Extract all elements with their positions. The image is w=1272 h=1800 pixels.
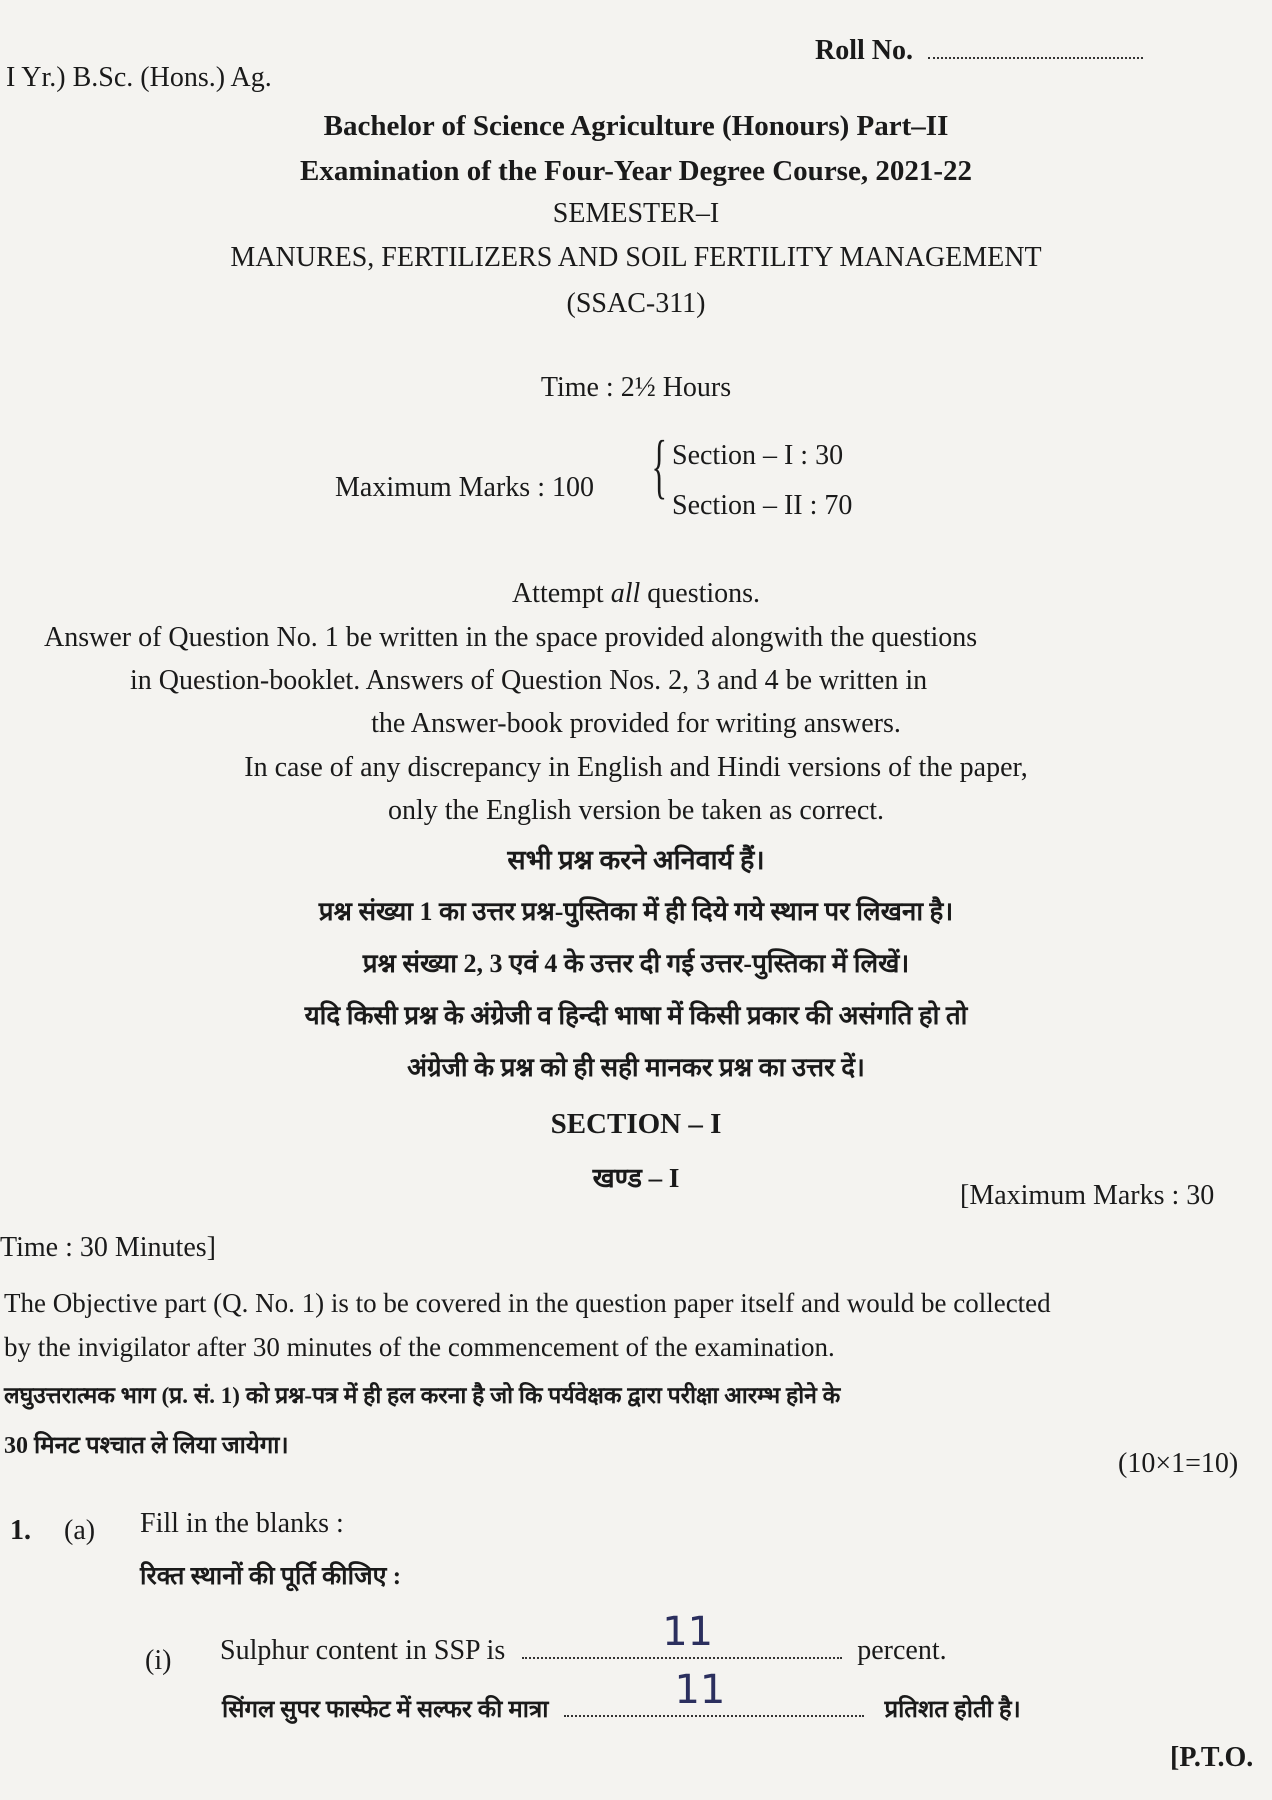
item-text-hindi: सिंगल सुपर फास्फेट में सल्फर की मात्रा (222, 1697, 549, 1723)
question-number: 1. (10, 1515, 31, 1546)
hindi-attempt-all: सभी प्रश्न करने अनिवार्य हैं। (507, 845, 765, 875)
instruction-line: In case of any discrepancy in English and Hindi versions of the paper, (244, 752, 1028, 783)
answer-blank-hindi[interactable] (564, 1667, 864, 1717)
instruction-line: Answer of Question No. 1 be written in the space provided alongwith the questions (44, 622, 978, 653)
hindi-instruction-line: प्रश्न संख्या 2, 3 एवं 4 के उत्तर दी गई उत्तर-पुस्तिका में लिखें। (362, 949, 910, 978)
objective-note-hindi: 30 मिनट पश्चात ले लिया जायेगा। (4, 1433, 289, 1459)
exam-title: Examination of the Four-Year Degree Course, 2021-22 (300, 155, 972, 187)
question-title-hindi: रिक्त स्थानों की पूर्ति कीजिए : (140, 1563, 402, 1590)
instruction-line: in Question-booklet. Answers of Question Nos. 2, 3 and 4 be written in (130, 665, 928, 696)
section-title-hindi: खण्ड – I (592, 1163, 680, 1193)
objective-note-hindi: लघुउत्तरात्मक भाग (प्र. सं. 1) को प्रश्न-पत्र में ही हल करना है जो कि पर्यवेक्षक द्वारा परीक्षा आरम्भ होने के (4, 1383, 841, 1408)
course-code-line: I Yr.) B.Sc. (Hons.) Ag. (6, 62, 272, 93)
instruction-line: only the English version be taken as correct. (387, 795, 885, 826)
pto-label: [P.T.O. (1170, 1742, 1254, 1773)
instruction-line: the Answer-book provided for writing answers. (371, 708, 901, 739)
marks-formula: (10×1=10) (1118, 1448, 1239, 1479)
answer-blank[interactable] (522, 1609, 842, 1659)
subject-title: MANURES, FERTILIZERS AND SOIL FERTILITY MANAGEMENT (230, 242, 1042, 273)
fill-blank-item (220, 1609, 947, 1667)
item-suffix: percent. (857, 1635, 947, 1666)
section2-marks: Section – II : 70 (672, 490, 853, 521)
fill-blank-item-hindi (222, 1667, 1021, 1725)
section-title: SECTION – I (550, 1108, 722, 1140)
hindi-instruction-line: यदि किसी प्रश्न के अंग्रेजी व हिन्दी भाषा में किसी प्रकार की असंगति हो तो (304, 1001, 968, 1030)
max-marks-label: Maximum Marks : 100 (335, 472, 594, 503)
course-code: (SSAC-311) (566, 288, 706, 319)
objective-note-line: by the invigilator after 30 minutes of the commencement of the examination. (4, 1332, 835, 1362)
section1-marks: Section – I : 30 (672, 440, 844, 471)
handwritten-answer: 11 (662, 1609, 714, 1655)
semester-label: SEMESTER–I (552, 198, 720, 229)
handwritten-answer-hindi: 11 (674, 1667, 726, 1713)
item-number: (i) (145, 1645, 172, 1676)
roll-label: Roll No. (815, 35, 913, 66)
section-max-marks: [Maximum Marks : 30 (960, 1180, 1215, 1211)
section-time: Time : 30 Minutes] (0, 1232, 216, 1263)
question-title: Fill in the blanks : (140, 1508, 344, 1539)
item-suffix-hindi: प्रतिशत होती है। (884, 1697, 1021, 1723)
program-title: Bachelor of Science Agriculture (Honours) Part–II (323, 110, 949, 142)
roll-number-field (815, 35, 1143, 67)
hindi-instruction-line: प्रश्न संख्या 1 का उत्तर प्रश्न-पुस्तिका में ही दिये गये स्थान पर लिखना है। (318, 897, 954, 926)
item-text: Sulphur content in SSP is (220, 1635, 506, 1666)
marks-brace: { (651, 426, 668, 506)
objective-note-line: The Objective part (Q. No. 1) is to be covered in the question paper itself and would be collected (4, 1288, 1051, 1318)
question-part: (a) (64, 1515, 96, 1546)
hindi-instruction-line: अंग्रेजी के प्रश्न को ही सही मानकर प्रश्न का उत्तर दें। (407, 1053, 865, 1082)
attempt-all-line: Attempt all questions. (511, 578, 761, 609)
total-time: Time : 2½ Hours (540, 372, 732, 403)
roll-blank (928, 39, 1143, 59)
